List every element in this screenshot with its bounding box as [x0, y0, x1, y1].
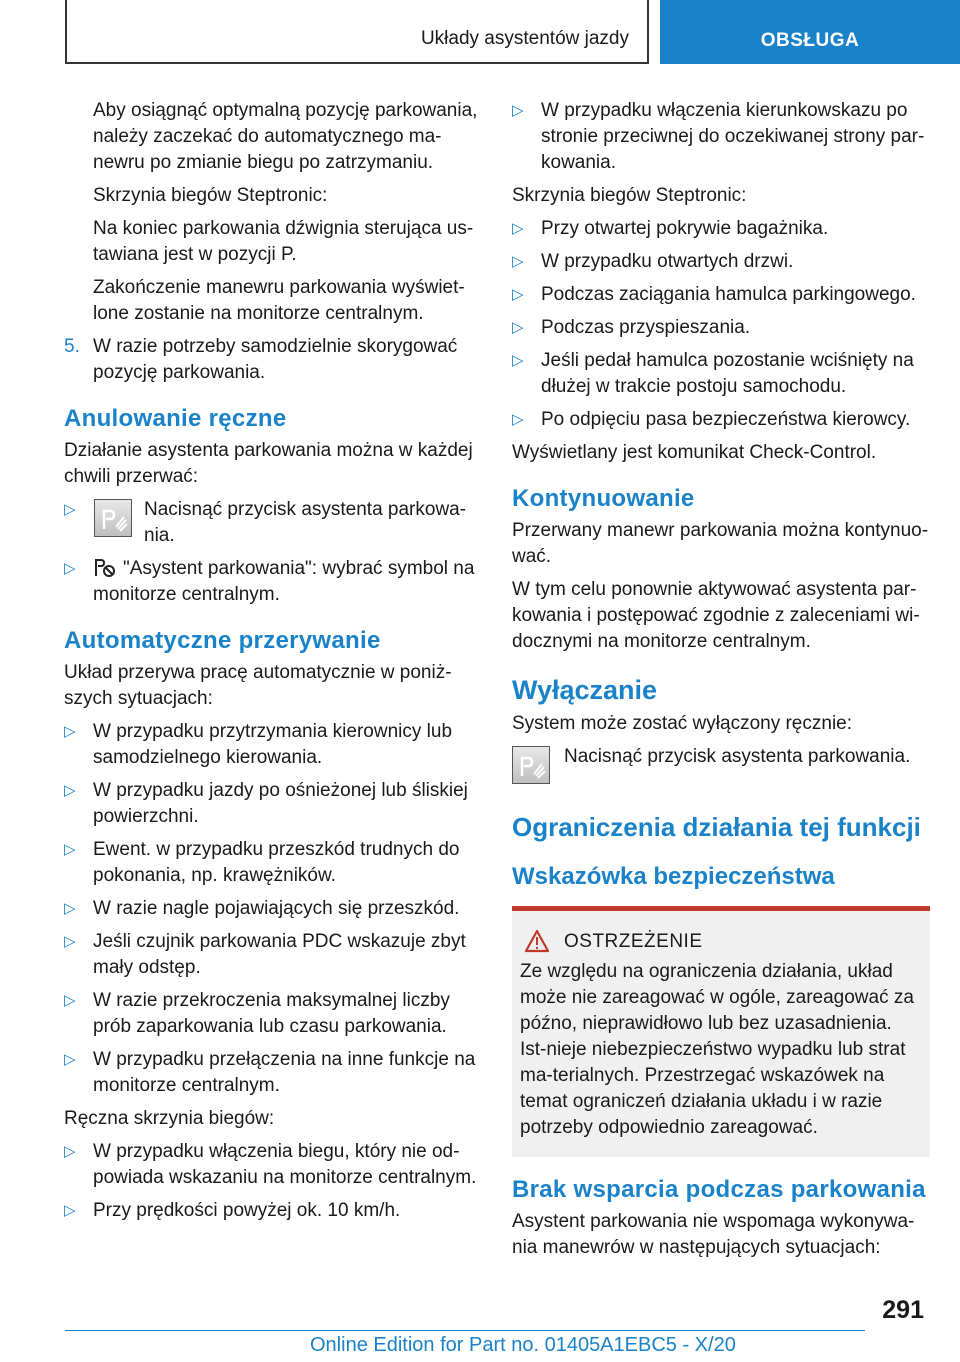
- bullet-icon: ▷: [512, 411, 524, 428]
- manual-gear-item-1: [64, 1139, 482, 1191]
- steptronic-item-5: [512, 348, 930, 400]
- auto-item-text: Ewent. w przypadku przeszkód trudnych do pokonania, np. krawężników.: [93, 839, 460, 886]
- heading-no-support: Brak wsparcia podczas parkowania: [512, 1176, 926, 1203]
- intro-paragraph-1: Aby osiągnąć optymalną pozycję parkowania, należy zaczekać do automatycznego ma-newru po zmianie biegu po zatrzymaniu.: [93, 100, 478, 173]
- steptronic-label: Skrzynia biegów Steptronic:: [512, 185, 747, 206]
- step-5: [64, 334, 482, 386]
- warning-box: [512, 906, 930, 1157]
- footer-divider: [65, 1330, 865, 1331]
- header-section-title: Układy asystentów jazdy: [420, 28, 629, 49]
- bullet-icon: ▷: [64, 933, 76, 950]
- continue-paragraph-1: Przerwany manewr parkowania można kontynuo-wać.: [512, 520, 929, 567]
- auto-item-text: W przypadku przełączenia na inne funkcje na monitorze centralnym.: [93, 1049, 476, 1096]
- warning-title: [520, 929, 920, 955]
- bullet-icon: ▷: [64, 1143, 76, 1160]
- heading-switch-off: Wyłączanie: [512, 675, 658, 705]
- bullet-icon: ▷: [64, 723, 76, 740]
- park-assist-button-icon: [94, 499, 132, 537]
- steptronic-item-text: Jeśli pedał hamulca pozostanie wciśnięty na dłużej w trakcie postoju samochodu.: [541, 350, 914, 397]
- left-column: [64, 98, 482, 1231]
- turn-signal-text: W przypadku włączenia kierunkowskazu po stronie przeciwnej do oczekiwanej strony par-kowania.: [541, 100, 925, 173]
- bullet-icon: ▷: [64, 1051, 76, 1068]
- steptronic-item-text: W przypadku otwartych drzwi.: [541, 251, 794, 272]
- steptronic-item-text: Podczas zaciągania hamulca parkingowego.: [541, 284, 916, 305]
- auto-item-text: W razie przekroczenia maksymalnej liczby prób zaparkowania lub czasu parkowania.: [93, 990, 450, 1037]
- header-chapter-title: OBSŁUGA: [760, 30, 860, 51]
- step-number: 5.: [64, 336, 80, 357]
- warning-text: Ze względu na ograniczenia działania, układ może nie zareagować w ogóle, zareagować za późno, nieprawidłowo lub bez uzasadnienia. Ist-nieje niebezpieczeństwo wypadku lub strat ma-terialnych. Przestrzegać wskazówek na temat ograniczeń działania układu i w razie potrzeby odpowiednio zareagować.: [520, 961, 914, 1138]
- heading-auto-interrupt: Automatyczne przerywanie: [64, 627, 381, 654]
- warning-triangle-icon: [524, 929, 550, 953]
- steptronic-item-4: [512, 315, 930, 341]
- header-chapter-tab: [660, 0, 960, 64]
- bullet-icon: ▷: [512, 319, 524, 336]
- switch-off-item-text: Nacisnąć przycisk asystenta parkowania.: [564, 746, 911, 767]
- footer-edition: Online Edition for Part no. 01405A1EBC5 - X/20: [310, 1334, 736, 1356]
- auto-item-3: [64, 837, 482, 889]
- right-column: [512, 98, 930, 1268]
- steptronic-item-3: [512, 282, 930, 308]
- intro-paragraph-3: Na koniec parkowania dźwignia sterująca us-tawiana jest w pozycji P.: [93, 218, 474, 265]
- manual-cancel-item-1-text: Nacisnąć przycisk asystenta parkowa-nia.: [144, 499, 467, 546]
- switch-off-paragraph: System może zostać wyłączony ręcznie:: [512, 713, 853, 734]
- bullet-icon: ▷: [64, 841, 76, 858]
- heading-continue: Kontynuowanie: [512, 485, 695, 512]
- bullet-icon: ▷: [512, 220, 524, 237]
- steptronic-item-6: [512, 407, 930, 433]
- intro-paragraph-4: Zakończenie manewru parkowania wyświet-lone zostanie na monitorze centralnym.: [93, 277, 465, 324]
- manual-gear-item-2: [64, 1198, 482, 1224]
- steptronic-item-2: [512, 249, 930, 275]
- switch-off-item: [512, 744, 930, 788]
- auto-item-text: Jeśli czujnik parkowania PDC wskazuje zbyt mały odstęp.: [93, 931, 466, 978]
- manual-cancel-item-2: [64, 556, 482, 608]
- steptronic-item-text: Podczas przyspieszania.: [541, 317, 751, 338]
- intro-paragraph-2: Skrzynia biegów Steptronic:: [93, 185, 328, 206]
- step-text: W razie potrzeby samodzielnie skorygować pozycję parkowania.: [93, 336, 458, 383]
- manual-gear-item-text: Przy prędkości powyżej ok. 10 km/h.: [93, 1200, 401, 1221]
- bullet-icon: ▷: [512, 352, 524, 369]
- bullet-icon: ▷: [64, 992, 76, 1009]
- manual-cancel-item-1: [64, 497, 482, 549]
- steptronic-item-text: Przy otwartej pokrywie bagażnika.: [541, 218, 829, 239]
- bullet-icon: ▷: [64, 1202, 76, 1219]
- bullet-icon: ▷: [512, 253, 524, 270]
- bullet-icon: ▷: [64, 900, 76, 917]
- bullet-icon: ▷: [512, 102, 524, 119]
- turn-signal-item: [512, 98, 930, 176]
- park-assist-symbol-icon: [93, 556, 117, 578]
- heading-limits: Ograniczenia działania tej funkcji: [512, 812, 921, 842]
- auto-item-5: [64, 929, 482, 981]
- header-section-box: [65, 0, 649, 64]
- auto-item-text: W razie nagle pojawiających się przeszkód.: [93, 898, 460, 919]
- bullet-icon: ▷: [64, 782, 76, 799]
- auto-item-text: W przypadku przytrzymania kierownicy lub samodzielnego kierowania.: [93, 721, 453, 768]
- manual-cancel-intro: Działanie asystenta parkowania można w każdej chwili przerwać:: [64, 440, 473, 487]
- no-support-paragraph: Asystent parkowania nie wspomaga wykonywa-nia manewrów w następujących sytuacjach:: [512, 1211, 915, 1258]
- auto-item-text: W przypadku jazdy po ośnieżonej lub śliskiej powierzchni.: [93, 780, 468, 827]
- manual-gear-label: Ręczna skrzynia biegów:: [64, 1108, 275, 1129]
- heading-manual-cancel: Anulowanie ręczne: [64, 405, 287, 432]
- bullet-icon: ▷: [64, 560, 76, 577]
- auto-interrupt-intro: Układ przerywa pracę automatycznie w poniż-szych sytuacjach:: [64, 662, 452, 709]
- steptronic-item-1: [512, 216, 930, 242]
- park-assist-button-icon: [512, 746, 550, 784]
- auto-item-6: [64, 988, 482, 1040]
- continue-paragraph-2: W tym celu ponownie aktywować asystenta par-kowania i postępować zgodnie z zaleceniami wi-docznymi na monitorze centralnym.: [512, 579, 920, 652]
- page-number: 291: [882, 1296, 924, 1324]
- check-control-message: Wyświetlany jest komunikat Check-Control.: [512, 442, 877, 463]
- manual-cancel-item-2-text: "Asystent parkowania": wybrać symbol na monitorze centralnym.: [93, 558, 475, 605]
- heading-safety-note: Wskazówka bezpieczeństwa: [512, 863, 835, 890]
- bullet-icon: ▷: [64, 501, 76, 518]
- steptronic-item-text: Po odpięciu pasa bezpieczeństwa kierowcy.: [541, 409, 911, 430]
- bullet-icon: ▷: [512, 286, 524, 303]
- auto-item-4: [64, 896, 482, 922]
- manual-gear-item-text: W przypadku włączenia biegu, który nie od-powiada wskazaniu na monitorze centralnym.: [93, 1141, 477, 1188]
- auto-item-2: [64, 778, 482, 830]
- auto-item-1: [64, 719, 482, 771]
- warning-label: OSTRZEŻENIE: [564, 931, 703, 952]
- auto-item-7: [64, 1047, 482, 1099]
